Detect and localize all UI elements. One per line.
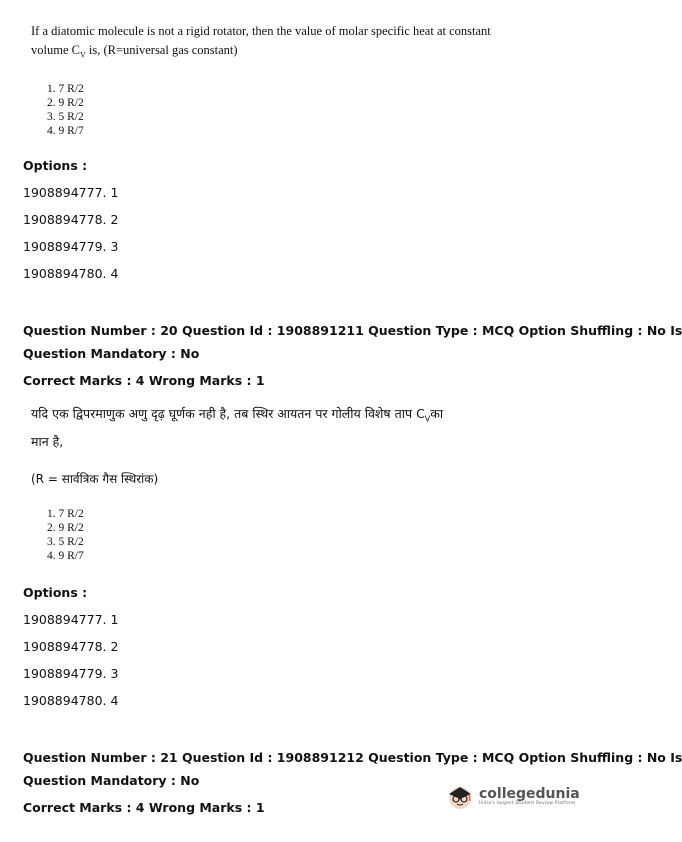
question-19-line2: volume $C_V$ is, (R=universal gas constant) bbox=[31, 43, 238, 60]
choice-2: 2. 9 R/2 bbox=[47, 97, 84, 109]
question-20-choices bbox=[47, 507, 84, 563]
question-19-choices bbox=[47, 82, 84, 138]
option-id-2: 1908894778. 2 bbox=[23, 639, 119, 654]
option-id-1: 1908894777. 1 bbox=[23, 185, 119, 200]
question-20-meta-line1: Question Number : 20 Question Id : 1908891211 Question Type : MCQ Option Shuffling : No Is bbox=[23, 323, 682, 338]
option-id-2: 1908894778. 2 bbox=[23, 212, 119, 227]
option-id-4: 1908894780. 4 bbox=[23, 693, 119, 708]
question-19-text bbox=[31, 22, 571, 65]
choice-4: 4. 9 R/7 bbox=[47, 550, 84, 562]
choice-3: 3. 5 R/2 bbox=[47, 536, 84, 548]
option-id-3: 1908894779. 3 bbox=[23, 239, 119, 254]
choice-4: 4. 9 R/7 bbox=[47, 125, 84, 137]
question-20-hindi-text bbox=[31, 403, 571, 453]
collegedunia-logo bbox=[445, 781, 580, 811]
question-20-hindi-note: (R = सार्वत्रिक गैस स्थिरांक) bbox=[31, 472, 159, 486]
question-20-meta-line3: Correct Marks : 4 Wrong Marks : 1 bbox=[23, 373, 265, 388]
question-21-meta-line3: Correct Marks : 4 Wrong Marks : 1 bbox=[23, 800, 265, 815]
question-20-meta-line2: Question Mandatory : No bbox=[23, 346, 200, 361]
choice-1: 1. 7 R/2 bbox=[47, 508, 84, 520]
question-20-hindi-line2: मान है, bbox=[31, 433, 64, 449]
options-heading: Options : bbox=[23, 585, 88, 600]
choice-2: 2. 9 R/2 bbox=[47, 522, 84, 534]
option-id-4: 1908894780. 4 bbox=[23, 266, 119, 281]
choice-1: 1. 7 R/2 bbox=[47, 83, 84, 95]
question-21-meta-line2: Question Mandatory : No bbox=[23, 773, 200, 788]
logo-text bbox=[479, 787, 580, 806]
options-heading: Options : bbox=[23, 158, 88, 173]
question-19-line1: If a diatomic molecule is not a rigid rotator, then the value of molar specific heat at constant bbox=[31, 24, 491, 38]
option-id-3: 1908894779. 3 bbox=[23, 666, 119, 681]
question-21-meta-line1: Question Number : 21 Question Id : 1908891212 Question Type : MCQ Option Shuffling : No Is bbox=[23, 750, 682, 765]
option-id-1: 1908894777. 1 bbox=[23, 612, 119, 627]
choice-3: 3. 5 R/2 bbox=[47, 111, 84, 123]
question-20-hindi-line1: यदि एक द्विपरमाणुक अणु दृढ़ घूर्णक नही है, तब स्थिर आयतन पर गोलीय विशेष ताप $C_Vका$ bbox=[31, 406, 444, 424]
logo-name: collegedunia bbox=[479, 785, 580, 802]
student-mascot-icon bbox=[445, 781, 475, 811]
logo-tagline: India's largest Student Review Platform bbox=[479, 800, 576, 806]
